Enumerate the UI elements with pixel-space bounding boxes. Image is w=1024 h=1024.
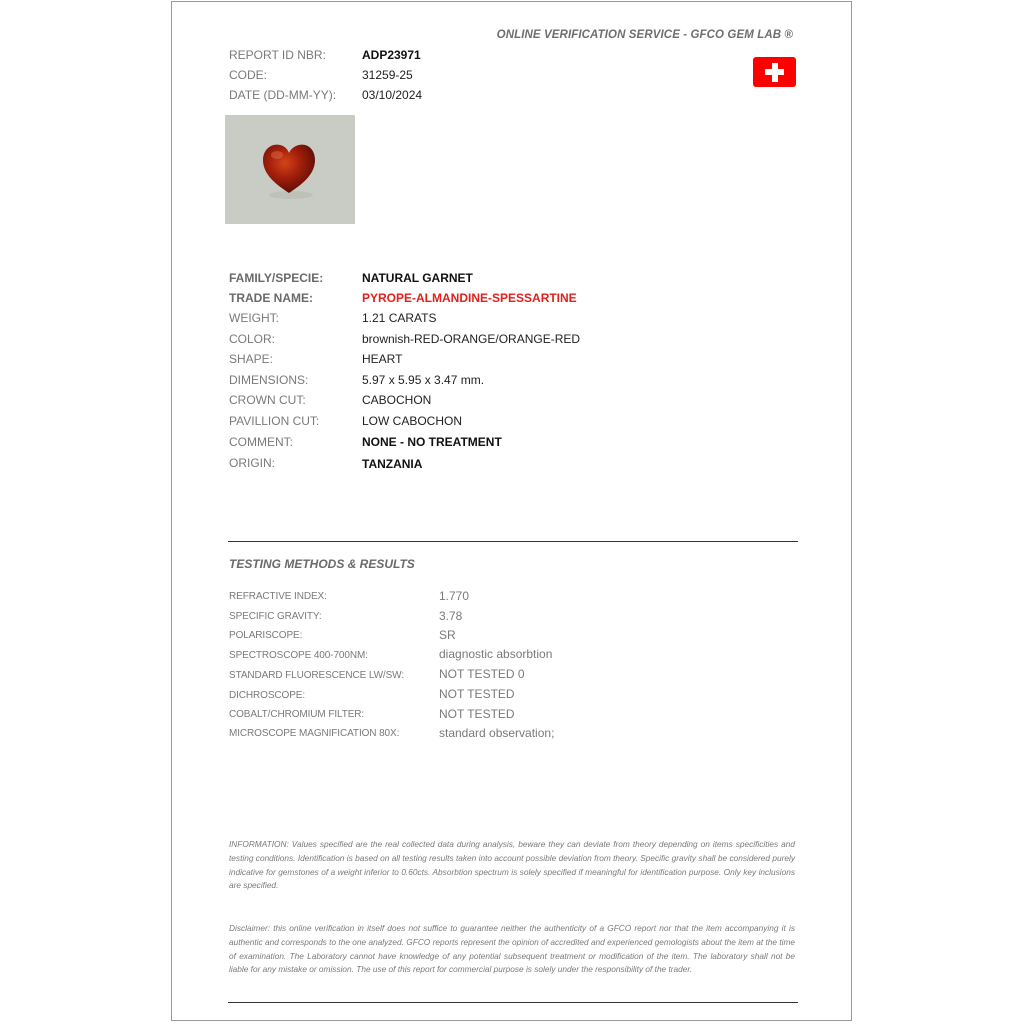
test-label: COBALT/CHROMIUM FILTER: [229,709,365,720]
test-label: STANDARD FLUORESCENCE LW/SW: [229,670,404,681]
disclaimer-note: Disclaimer: this online verification in itself does not suffice to guarantee neither the authenticity of a GFCO report nor that the item accompanying it is authentic and corresponds to the one analyzed. GFCO reports represent the opinion of accredited and experienced gemologists about the item at the time of examination. The Laboratory cannot have knowledge of any potential subsequent treatment or modification of the item. The laboratory shall not be liable for any mistake or omission. The use of this report for commercial purpose is solely under the responsibility of the trader. [229,923,795,975]
pavillion-cut-label: PAVILLION CUT: [229,414,320,428]
test-label: DICHROSCOPE: [229,690,306,701]
trade-name-label: TRADE NAME: [229,291,313,305]
shape-label: SHAPE: [229,352,274,366]
test-value: 3.78 [439,609,463,623]
crown-cut-value: CABOCHON [362,393,432,407]
test-value: SR [439,628,456,642]
origin-label: ORIGIN: [229,456,276,470]
shape-value: HEART [362,352,403,366]
test-label: MICROSCOPE MAGNIFICATION 80X: [229,728,400,739]
code-label: CODE: [229,68,268,82]
information-note: INFORMATION: Values specified are the real collected data during analysis, beware they can deviate from theory depending on items specificities and testing conditions. Identification is based on all testing results taken into account possible deviation from theory. Specific gravity shall be considered purely indicative for gemstones of a weight inferior to 0.60cts. Absorbtion spectrum is solely specified if meaningful for identification purpose. Only key inclusions are specified. [229,839,795,891]
origin-value: TANZANIA [362,457,423,471]
pavillion-cut-value: LOW CABOCHON [362,414,463,428]
trade-name-value: PYROPE-ALMANDINE-SPESSARTINE [362,291,577,305]
heart-gem-icon [225,115,355,224]
date-label: DATE (DD-MM-YY): [229,88,337,102]
comment-value: NONE - NO TREATMENT [362,435,502,449]
swiss-flag-icon [753,57,796,87]
report-id-label: REPORT ID NBR: [229,48,326,62]
test-value: diagnostic absorbtion [439,647,553,661]
test-label: REFRACTIVE INDEX: [229,591,327,602]
dimensions-label: DIMENSIONS: [229,373,309,387]
weight-value: 1.21 CARATS [362,311,437,325]
comment-label: COMMENT: [229,435,293,449]
family-label: FAMILY/SPECIE: [229,271,324,285]
crown-cut-label: CROWN CUT: [229,393,306,407]
color-value: brownish-RED-ORANGE/ORANGE-RED [362,332,581,346]
color-label: COLOR: [229,332,276,346]
verification-service-header: ONLINE VERIFICATION SERVICE - GFCO GEM LAB ® [496,29,793,41]
test-label: SPECTROSCOPE 400-700NM: [229,650,368,661]
test-label: SPECIFIC GRAVITY: [229,611,322,622]
date-value: 03/10/2024 [362,88,423,102]
section-divider [228,541,798,542]
gem-photo [225,115,355,224]
testing-section-title: TESTING METHODS & RESULTS [229,557,415,571]
test-label: POLARISCOPE: [229,630,303,641]
test-value: NOT TESTED 0 [439,667,525,681]
test-value: NOT TESTED [439,687,515,701]
report-id-value: ADP23971 [362,48,421,62]
test-value: NOT TESTED [439,707,515,721]
footer-divider [228,1002,798,1003]
weight-label: WEIGHT: [229,311,279,325]
dimensions-value: 5.97 x 5.95 x 3.47 mm. [362,373,485,387]
test-value: 1.770 [439,589,470,603]
report-page [171,1,852,1021]
code-value: 31259-25 [362,68,413,82]
test-value: standard observation; [439,726,555,740]
family-value: NATURAL GARNET [362,271,473,285]
